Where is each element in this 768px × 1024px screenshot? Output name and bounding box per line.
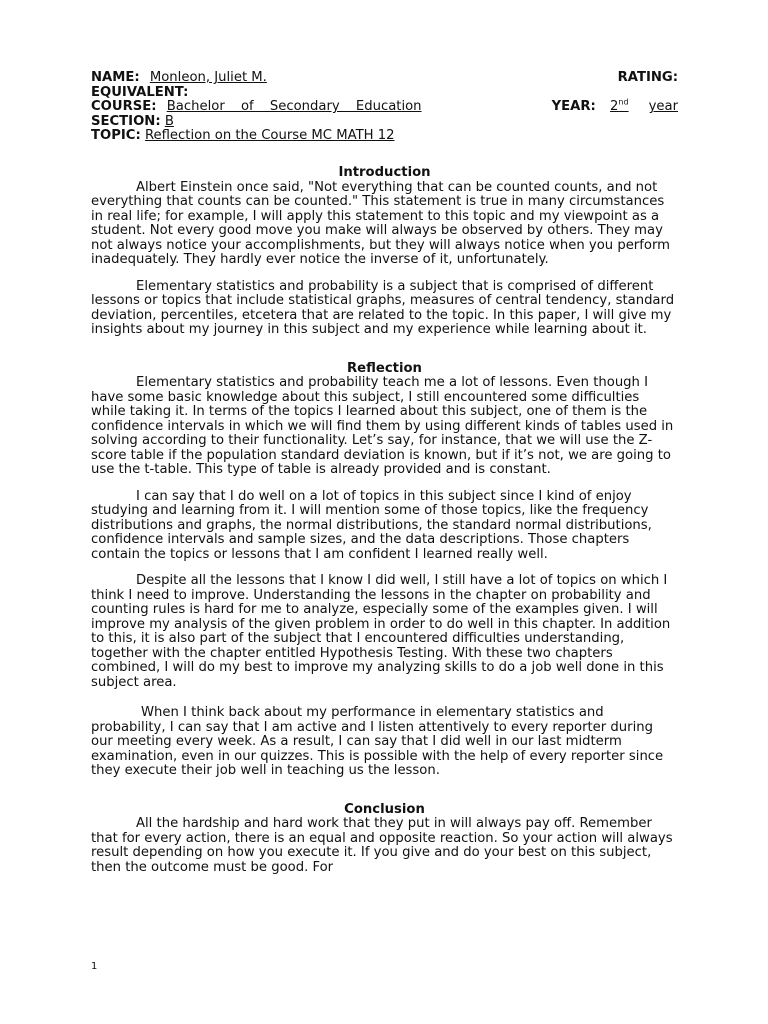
name-value: Monleon, Juliet M. (149, 70, 267, 85)
section-label: SECTION: (91, 113, 161, 129)
rating-label: RATING: (617, 70, 678, 85)
course-label: COURSE: (91, 99, 157, 115)
reflection-paragraph: I can say that I do well on a lot of topics in this subject since I kind of enjoy studying and learning from it. I will mention some of those topics, like the frequency distributions and graphs, the normal distributions, the standard normal distributions, confidence intervals and sample sizes, and the data descriptions. Those chapters contain the topics or lessons that I am confident I learned really well. (91, 488, 652, 562)
equivalent-row (91, 86, 678, 101)
name-label: NAME: (91, 70, 140, 85)
introduction-heading: Introduction (338, 164, 431, 180)
document-page (91, 71, 678, 875)
conclusion-heading: Conclusion (344, 801, 425, 817)
equivalent-label: EQUIVALENT: (91, 84, 189, 100)
reflection-paragraph: When I think back about my performance in elementary statistics and probability, I can say that I am active and I listen attentively to every reporter during our meeting every week. As a result, I can say that I did well in our last midterm examination, even in our quizzes. This is possible with the help of every reporter since they execute their job well in teaching us the lesson. (91, 705, 664, 779)
section-field (91, 115, 174, 130)
page-number: 1 (91, 961, 98, 972)
year-field (551, 97, 678, 115)
year-number: 2 (610, 99, 619, 115)
name-field (91, 71, 289, 86)
course-value: Bachelor of Secondary Education (166, 99, 422, 115)
topic-label: TOPIC: (91, 128, 141, 144)
topic-row (91, 129, 678, 144)
section-value: B (164, 113, 174, 129)
header-block (91, 71, 678, 144)
topic-value: Reflection on the Course MC MATH 12 (144, 128, 395, 144)
course-row (91, 97, 678, 115)
year-label: YEAR: (551, 99, 596, 115)
introduction-paragraph: Elementary statistics and probability is a subject that is comprised of different lessons or topics that include statistical graphs, measures of central tendency, standard deviation, percentiles, etcetera that are related to the topic. In this paper, I will give my insights about my journey in this subject and my experience while learning about it. (91, 278, 675, 338)
year-word: year (648, 99, 678, 115)
year-value (610, 99, 678, 114)
name-row (91, 71, 678, 86)
section-row (91, 115, 678, 130)
reflection-heading: Reflection (347, 360, 422, 376)
reflection-paragraph: Despite all the lessons that I know I did well, I still have a lot of topics on which I think I need to improve. Understanding the lessons in the chapter on probability and counting rules is hard for me to analyze, especially some of the examples given. I will improve my analysis of the given problem in order to do well in this chapter. In addition to this, it is also part of the subject that I encountered difficulties understanding, together with the chapter entitled Hypothesis Testing. With these two chapters combined, I will do my best to improve my analyzing skills to do a job well done in this subject area. (91, 573, 671, 690)
conclusion-paragraph: All the hardship and hard work that they put in will always pay off. Remember that for every action, there is an equal and opposite reaction. So your action will always result depending on how you execute it. If you give and do your best on this subject, then the outcome must be good. For (91, 816, 673, 875)
year-ordinal: nd (618, 97, 629, 107)
course-field (91, 100, 422, 115)
topic-field (91, 129, 395, 144)
reflection-paragraph: Elementary statistics and probability teach me a lot of lessons. Even though I have some basic knowledge about this subject, I still encountered some difficulties while taking it. In terms of the topics I learned about this subject, one of them is the confidence intervals in which we will find them by using different kinds of tables used in solving according to their functionality. Let’s say, for instance, that we will use the Z-score table if the population standard deviation is known, but if it’s not, we are going to use the t-table. This type of table is already provided and is constant. (91, 375, 674, 478)
introduction-paragraph: Albert Einstein once said, "Not everything that can be counted counts, and not everything that counts can be counted." This statement is true in many circumstances in real life; for example, I will apply this statement to this topic and my viewpoint as a student. Not every good move you make will always be observed by others. They may not always notice your accomplishments, but they will always notice when you perform inadequately. They hardly ever notice the inverse of it, unfortunately. (91, 179, 670, 268)
